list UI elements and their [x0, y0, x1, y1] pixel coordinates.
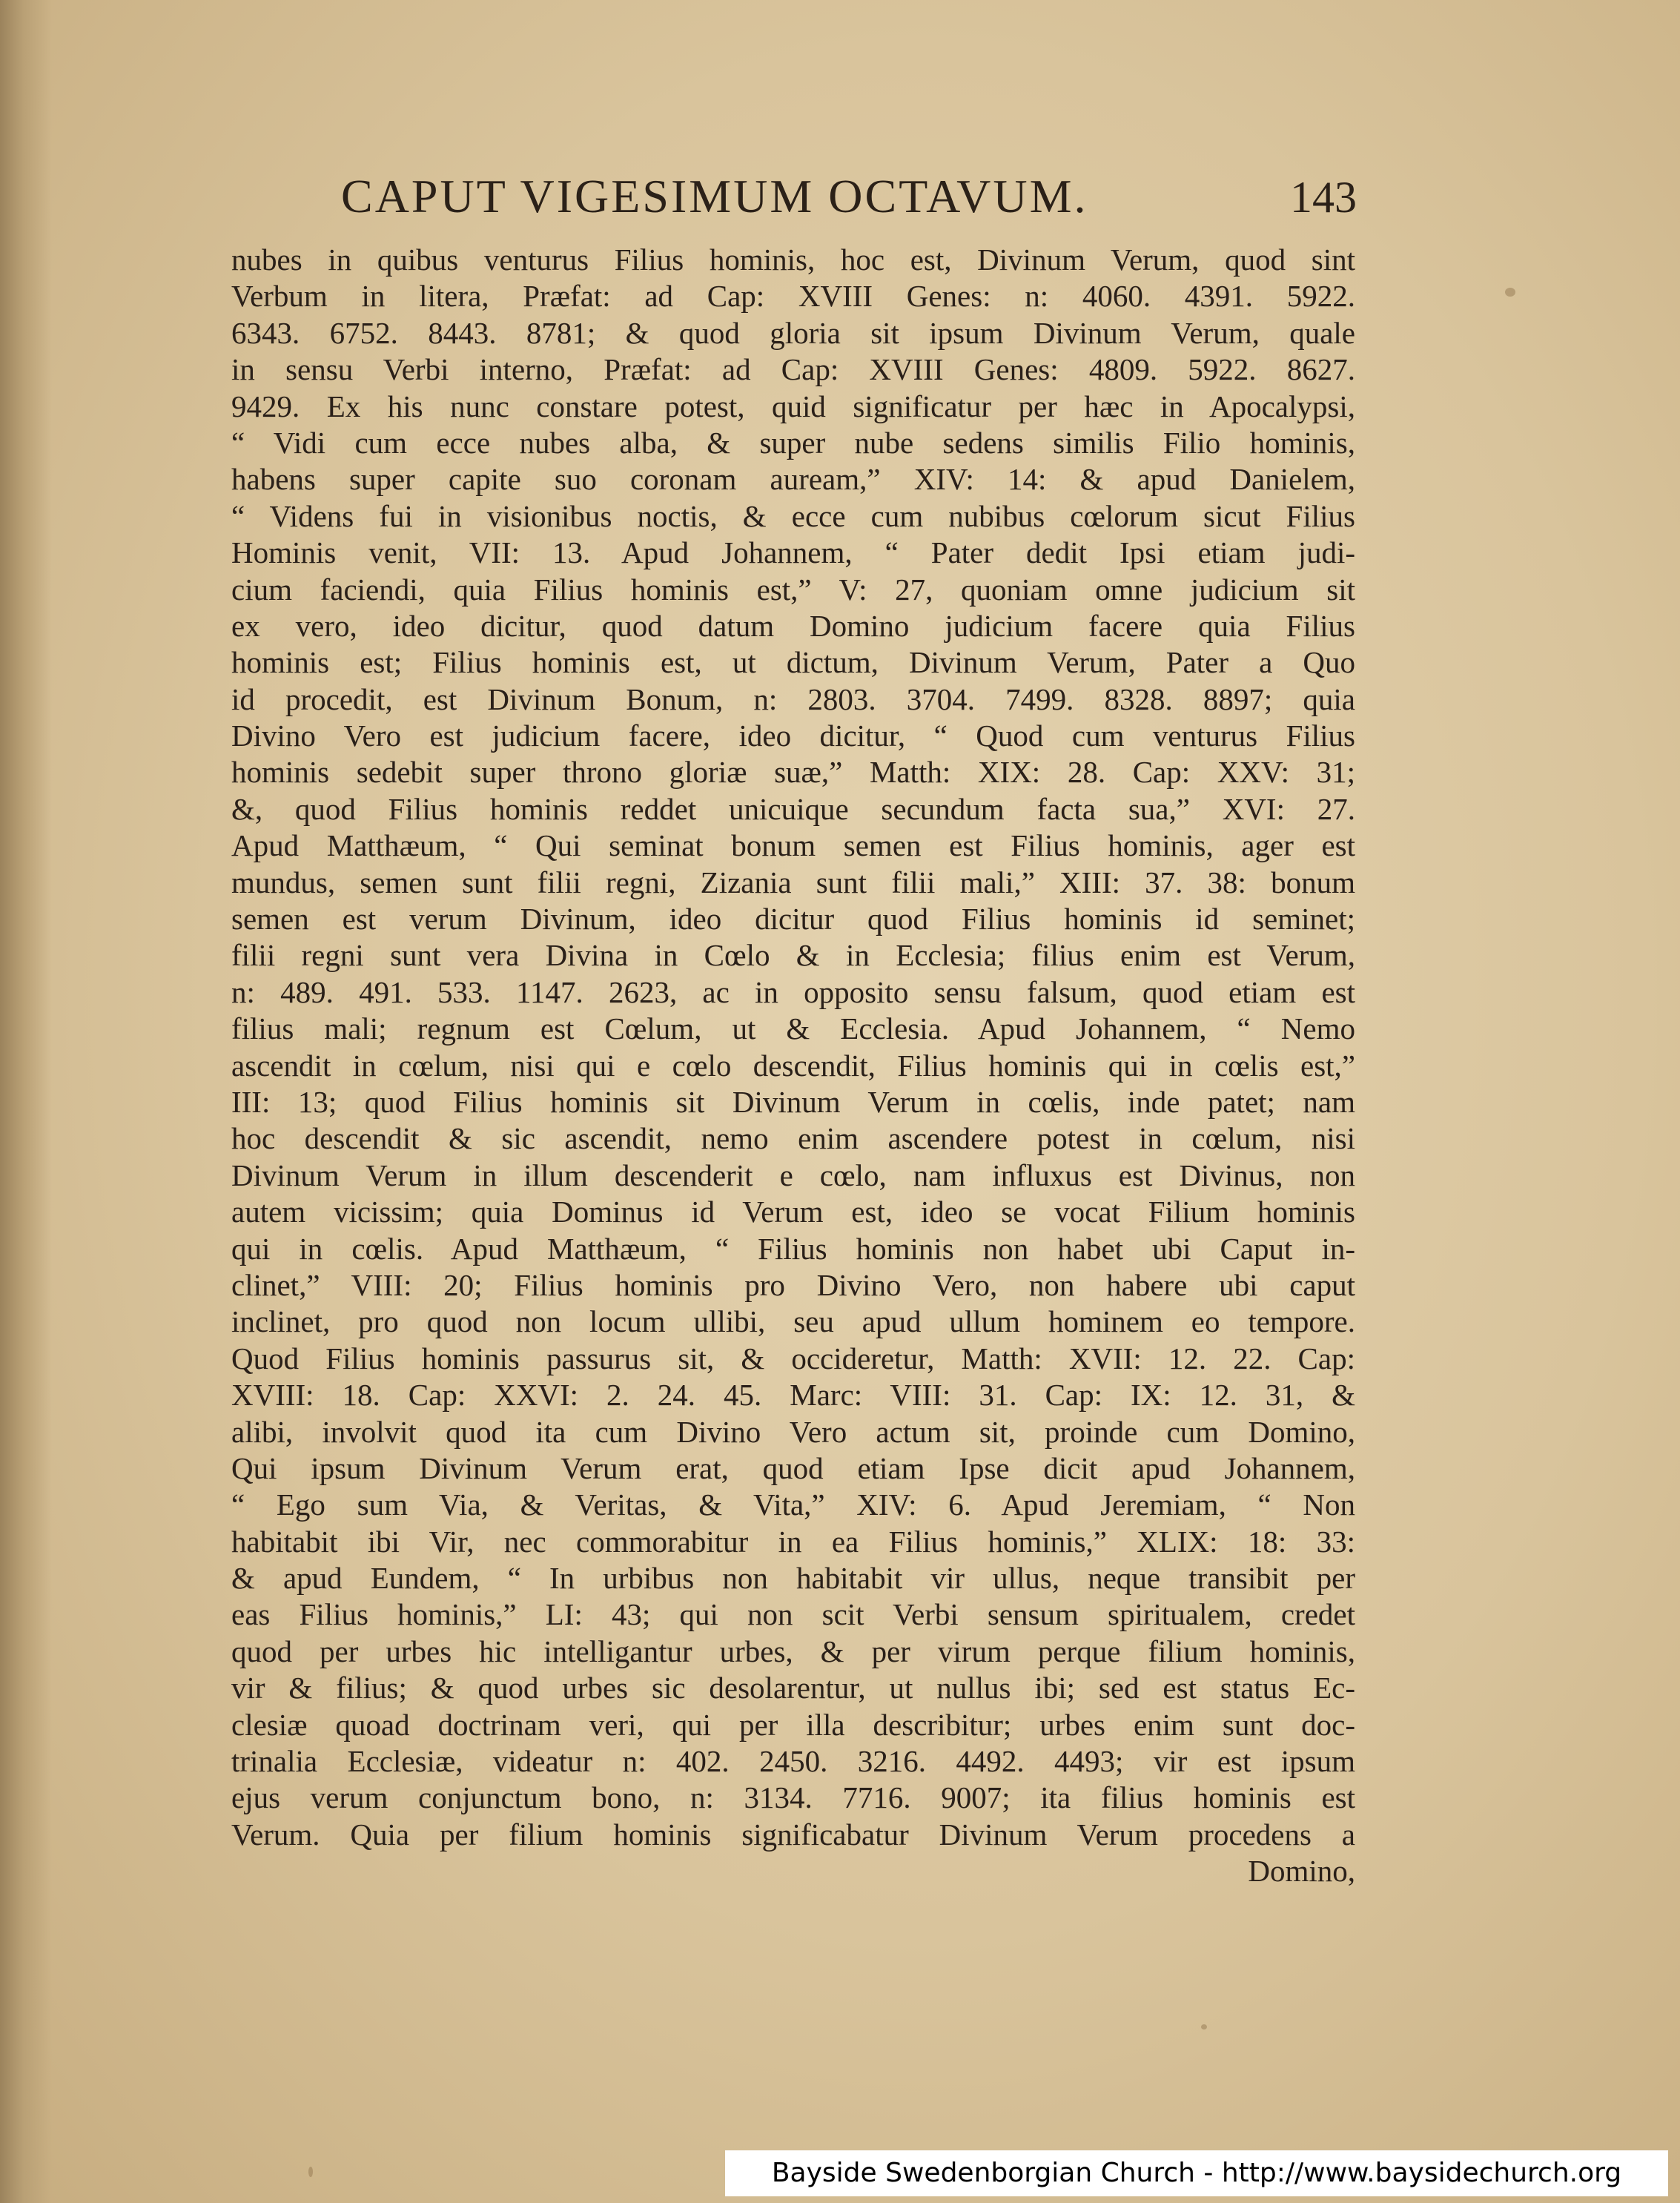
- text-line: 6343. 6752. 8443. 8781; & quod gloria sit ipsum Divinum Verum, quale: [231, 315, 1355, 350]
- text-line: filius mali; regnum est Cœlum, ut & Ecclesia. Apud Johannem, “ Nemo: [231, 1011, 1355, 1046]
- text-line: & apud Eundem, “ In urbibus non habitabit vir ullus, neque transibit per: [231, 1561, 1355, 1596]
- paper-spot: [1201, 2024, 1207, 2029]
- text-line: inclinet, pro quod non locum ullibi, seu apud ullum hominem eo tempore.: [231, 1304, 1355, 1339]
- text-line: Divinum Verum in illum descenderit e cœlo, nam influxus est Divinus, non: [231, 1157, 1355, 1192]
- text-line: autem vicissim; quia Dominus id Verum est, ideo se vocat Filium hominis: [231, 1195, 1355, 1229]
- text-line: hominis sedebit super throno gloriæ suæ,” Matth: XIX: 28. Cap: XXV: 31;: [231, 755, 1355, 790]
- text-line: mundus, semen sunt filii regni, Zizania sunt filii mali,” XIII: 37. 38: bonum: [231, 865, 1355, 899]
- body-text: [231, 242, 1355, 1890]
- text-line: semen est verum Divinum, ideo dicitur quod Filius hominis id seminet;: [231, 902, 1355, 937]
- page-gutter-shadow: [0, 0, 52, 2203]
- text-line: qui in cœlis. Apud Matthæum, “ Filius hominis non habet ubi Caput in-: [231, 1231, 1355, 1266]
- text-line: cium faciendi, quia Filius hominis est,” V: 27, quoniam omne judicium sit: [231, 572, 1355, 607]
- text-line: habitabit ibi Vir, nec commorabitur in ea Filius hominis,” XLIX: 18: 33:: [231, 1524, 1355, 1559]
- text-line: ex vero, ideo dicitur, quod datum Domino judicium facere quia Filius: [231, 608, 1355, 643]
- text-line: &, quod Filius hominis reddet unicuique secundum facta sua,” XVI: 27.: [231, 791, 1355, 826]
- text-line: clesiæ quoad doctrinam veri, qui per illa describitur; urbes enim sunt doc-: [231, 1707, 1355, 1742]
- text-line: filii regni sunt vera Divina in Cœlo & in Ecclesia; filius enim est Verum,: [231, 938, 1355, 973]
- running-head: [341, 169, 1357, 236]
- text-line: clinet,” VIII: 20; Filius hominis pro Divino Vero, non habere ubi caput: [231, 1267, 1355, 1302]
- text-line: in sensu Verbi interno, Præfat: ad Cap: XVIII Genes: 4809. 5922. 8627.: [231, 352, 1355, 387]
- paper-spot: [1505, 288, 1515, 297]
- text-line: Qui ipsum Divinum Verum erat, quod etiam Ipse dicit apud Johannem,: [231, 1450, 1355, 1485]
- text-line: vir & filius; & quod urbes sic desolarentur, ut nullus ibi; sed est status Ec-: [231, 1671, 1355, 1705]
- text-line: eas Filius hominis,” LI: 43; qui non scit Verbi sensum spiritualem, credet: [231, 1597, 1355, 1632]
- text-line: ascendit in cœlum, nisi qui e cœlo descendit, Filius hominis qui in cœlis est,”: [231, 1048, 1355, 1083]
- text-line: XVIII: 18. Cap: XXVI: 2. 24. 45. Marc: VIII: 31. Cap: IX: 12. 31, &: [231, 1378, 1355, 1413]
- text-line: ejus verum conjunctum bono, n: 3134. 7716. 9007; ita filius hominis est: [231, 1780, 1355, 1815]
- text-line: n: 489. 491. 533. 1147. 2623, ac in opposito sensu falsum, quod etiam est: [231, 974, 1355, 1009]
- text-line: Quod Filius hominis passurus sit, & occideretur, Matth: XVII: 12. 22. Cap:: [231, 1341, 1355, 1375]
- text-line: Divino Vero est judicium facere, ideo dicitur, “ Quod cum venturus Filius: [231, 719, 1355, 753]
- text-line: 9429. Ex his nunc constare potest, quid significatur per hæc in Apocalypsi,: [231, 389, 1355, 423]
- text-line: hominis est; Filius hominis est, ut dictum, Divinum Verum, Pater a Quo: [231, 645, 1355, 680]
- text-line: quod per urbes hic intelligantur urbes, & per virum perque filium hominis,: [231, 1634, 1355, 1668]
- text-line: Verbum in litera, Præfat: ad Cap: XVIII Genes: n: 4060. 4391. 5922.: [231, 279, 1355, 314]
- text-line: Domino,: [1248, 1854, 1355, 1889]
- text-line: “ Vidi cum ecce nubes alba, & super nube sedens similis Filio hominis,: [231, 425, 1355, 460]
- chapter-title: CAPUT VIGESIMUM OCTAVUM.: [341, 170, 1088, 222]
- paper-spot: [308, 2167, 313, 2177]
- text-line: Verum. Quia per filium hominis significabatur Divinum Verum procedens a: [231, 1817, 1355, 1852]
- text-line: trinalia Ecclesiæ, videatur n: 402. 2450. 3216. 4492. 4493; vir est ipsum: [231, 1744, 1355, 1779]
- text-line: III: 13; quod Filius hominis sit Divinum Verum in cœlis, inde patet; nam: [231, 1084, 1355, 1119]
- text-line: “ Ego sum Via, & Veritas, & Vita,” XIV: 6. Apud Jeremiam, “ Non: [231, 1487, 1355, 1522]
- text-line: hoc descendit & sic ascendit, nemo enim ascendere potest in cœlum, nisi: [231, 1121, 1355, 1156]
- text-line: alibi, involvit quod ita cum Divino Vero actum sit, proinde cum Domino,: [231, 1414, 1355, 1449]
- watermark-caption: Bayside Swedenborgian Church - http://www.baysidechurch.org: [725, 2150, 1668, 2196]
- text-line: id procedit, est Divinum Bonum, n: 2803. 3704. 7499. 8328. 8897; quia: [231, 681, 1355, 716]
- text-line: nubes in quibus venturus Filius hominis, hoc est, Divinum Verum, quod sint: [231, 242, 1355, 277]
- text-line: Hominis venit, VII: 13. Apud Johannem, “ Pater dedit Ipsi etiam judi-: [231, 535, 1355, 570]
- text-line: Apud Matthæum, “ Qui seminat bonum semen est Filius hominis, ager est: [231, 828, 1355, 863]
- text-line: habens super capite suo coronam auream,” XIV: 14: & apud Danielem,: [231, 462, 1355, 497]
- text-line: “ Videns fui in visionibus noctis, & ecce cum nubibus cœlorum sicut Filius: [231, 498, 1355, 533]
- page-number: 143: [1290, 173, 1357, 222]
